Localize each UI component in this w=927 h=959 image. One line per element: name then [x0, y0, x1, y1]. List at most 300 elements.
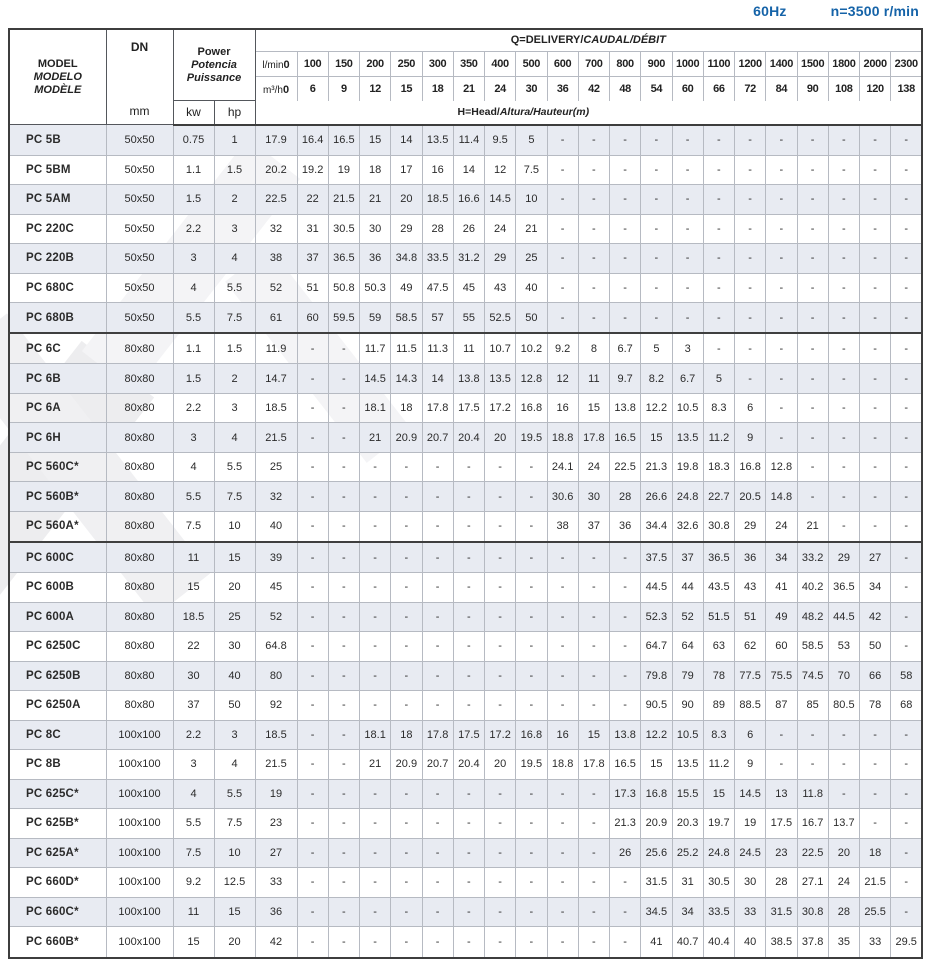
- head-value-cell: 14.5: [735, 779, 766, 809]
- head-value-cell: 14.5: [360, 364, 391, 394]
- head-value-cell: -: [516, 482, 547, 512]
- head-value-cell: 21: [797, 511, 828, 542]
- head-value-cell: 21: [360, 185, 391, 215]
- head-value-cell: 5: [516, 125, 547, 156]
- head-value-cell: -: [797, 393, 828, 423]
- head-value-cell: -: [391, 897, 422, 927]
- table-body: [9, 125, 922, 958]
- flow-unit-lmin-cell: [255, 51, 297, 76]
- head-value-cell: 13: [766, 779, 797, 809]
- dn-cell: 100x100: [106, 838, 173, 868]
- head-value-cell: -: [516, 542, 547, 573]
- head-value-cell: -: [610, 542, 641, 573]
- head-value-cell: 15: [641, 750, 672, 780]
- head-value-cell: -: [516, 573, 547, 603]
- head-value-cell: 16.8: [735, 452, 766, 482]
- head-value-cell: -: [641, 273, 672, 303]
- column-header-dn: [106, 29, 173, 125]
- table-row: [9, 720, 922, 750]
- head-value-cell: -: [485, 573, 516, 603]
- head-value-cell: -: [547, 125, 578, 156]
- head-value-cell: -: [860, 750, 891, 780]
- head-value-cell: -: [360, 482, 391, 512]
- head-value-cell: -: [453, 511, 484, 542]
- head-value-cell: 14.3: [391, 364, 422, 394]
- head-value-cell: 85: [797, 691, 828, 721]
- head-value-cell: -: [860, 423, 891, 453]
- table-row: [9, 661, 922, 691]
- head-value-cell: -: [485, 868, 516, 898]
- flow-unit-m3h-cell: [255, 76, 297, 101]
- header-specs: [753, 3, 919, 19]
- table-row: [9, 452, 922, 482]
- head-value-cell: -: [485, 779, 516, 809]
- head-value-cell: -: [547, 244, 578, 274]
- head-value-cell: 31.5: [641, 868, 672, 898]
- head-value-cell: 37: [672, 542, 703, 573]
- head-value-cell: 13.5: [672, 423, 703, 453]
- head-value-cell: 38: [547, 511, 578, 542]
- head-value-cell: -: [797, 273, 828, 303]
- model-cell: PC 600C: [9, 542, 106, 573]
- head-value-cell: -: [610, 125, 641, 156]
- head-value-cell: -: [516, 868, 547, 898]
- model-cell: PC 8B: [9, 750, 106, 780]
- head-value-cell: 21: [360, 423, 391, 453]
- head-value-cell: 34.4: [641, 511, 672, 542]
- head-value-cell: -: [422, 868, 453, 898]
- head-value-cell: 18.1: [360, 720, 391, 750]
- head-value-cell: 20: [828, 838, 859, 868]
- head-value-cell: -: [860, 482, 891, 512]
- head-value-cell: -: [360, 661, 391, 691]
- head-value-cell: -: [797, 155, 828, 185]
- head-value-cell: -: [360, 452, 391, 482]
- head-value-cell: -: [485, 632, 516, 662]
- head-value-cell: 10.5: [672, 720, 703, 750]
- head-value-cell: 45: [453, 273, 484, 303]
- head-value-cell: 28: [610, 482, 641, 512]
- head-value-cell: 41: [641, 927, 672, 958]
- hp-cell: 3: [214, 720, 255, 750]
- head-value-cell: -: [360, 602, 391, 632]
- dn-cell: 100x100: [106, 868, 173, 898]
- head-value-cell: -: [860, 393, 891, 423]
- head-value-cell: 35: [828, 927, 859, 958]
- head-value-cell: 29: [391, 214, 422, 244]
- head-value-cell: -: [297, 779, 328, 809]
- dn-cell: 80x80: [106, 452, 173, 482]
- head-value-cell: -: [547, 809, 578, 839]
- head-value-cell: -: [453, 602, 484, 632]
- head-value-cell: 19.5: [516, 750, 547, 780]
- head-value-cell: -: [297, 868, 328, 898]
- head-value-cell: 51: [735, 602, 766, 632]
- dn-cell: 80x80: [106, 661, 173, 691]
- head-value-cell: 11.3: [422, 333, 453, 364]
- head-value-cell: -: [422, 897, 453, 927]
- head-value-cell: 34: [766, 542, 797, 573]
- hp-cell: 30: [214, 632, 255, 662]
- m3h-header-value: 120: [860, 76, 891, 101]
- head-value-cell: -: [610, 661, 641, 691]
- head-value-cell: -: [860, 720, 891, 750]
- head-value-cell: -: [891, 542, 922, 573]
- head-value-cell: -: [578, 125, 609, 156]
- head-value-cell: -: [516, 897, 547, 927]
- m3h-unit: m³/h: [262, 84, 283, 96]
- head-value-cell: -: [297, 838, 328, 868]
- kw-cell: 4: [173, 452, 214, 482]
- head-value-cell: 40.2: [797, 573, 828, 603]
- hp-cell: 7.5: [214, 303, 255, 334]
- kw-cell: 11: [173, 542, 214, 573]
- head-value-cell: -: [860, 511, 891, 542]
- head-value-cell: 39: [255, 542, 297, 573]
- kw-cell: 3: [173, 750, 214, 780]
- head-value-cell: 38.5: [766, 927, 797, 958]
- head-value-cell: 45: [255, 573, 297, 603]
- head-value-cell: 11.5: [391, 333, 422, 364]
- head-value-cell: -: [547, 927, 578, 958]
- head-value-cell: 50.3: [360, 273, 391, 303]
- head-value-cell: 11.4: [453, 125, 484, 156]
- head-value-cell: 27: [255, 838, 297, 868]
- lmin-header-value: 300: [422, 51, 453, 76]
- head-value-cell: -: [578, 155, 609, 185]
- head-value-cell: 18.3: [703, 452, 734, 482]
- head-value-cell: 19.5: [516, 423, 547, 453]
- model-cell: PC 8C: [9, 720, 106, 750]
- head-value-cell: -: [672, 244, 703, 274]
- head-value-cell: -: [422, 511, 453, 542]
- head-value-cell: -: [328, 868, 359, 898]
- head-value-cell: -: [453, 452, 484, 482]
- head-value-cell: -: [672, 303, 703, 334]
- head-value-cell: 16: [547, 393, 578, 423]
- head-value-cell: -: [578, 632, 609, 662]
- head-value-cell: 40: [255, 511, 297, 542]
- head-value-cell: 20.4: [453, 423, 484, 453]
- head-value-cell: -: [578, 838, 609, 868]
- delivery-title: [255, 29, 922, 51]
- head-value-cell: -: [891, 423, 922, 453]
- head-value-cell: -: [797, 482, 828, 512]
- head-value-cell: 40: [516, 273, 547, 303]
- power-header-line: Potencia: [191, 58, 237, 71]
- head-value-cell: 9: [735, 423, 766, 453]
- head-value-cell: 18.1: [360, 393, 391, 423]
- head-value-cell: -: [360, 632, 391, 662]
- kw-cell: 9.2: [173, 868, 214, 898]
- lmin-header-value: 1000: [672, 51, 703, 76]
- model-cell: PC 660C*: [9, 897, 106, 927]
- head-value-cell: 16.8: [516, 720, 547, 750]
- model-cell: PC 680C: [9, 273, 106, 303]
- head-value-cell: 21.3: [641, 452, 672, 482]
- head-value-cell: -: [547, 838, 578, 868]
- dn-cell: 80x80: [106, 482, 173, 512]
- head-value-cell: -: [828, 393, 859, 423]
- head-value-cell: 25.6: [641, 838, 672, 868]
- head-value-cell: 78: [860, 691, 891, 721]
- head-value-cell: 36: [360, 244, 391, 274]
- head-value-cell: -: [578, 602, 609, 632]
- head-value-cell: -: [485, 661, 516, 691]
- model-cell: PC 5AM: [9, 185, 106, 215]
- m3h-header-value: 18: [422, 76, 453, 101]
- head-value-cell: -: [422, 573, 453, 603]
- model-header-line: MODELO: [33, 70, 82, 83]
- head-value-cell: -: [422, 838, 453, 868]
- head-value-cell: 60: [766, 632, 797, 662]
- table-row: [9, 750, 922, 780]
- hp-cell: 1.5: [214, 155, 255, 185]
- head-value-cell: -: [891, 244, 922, 274]
- head-value-cell: 44.5: [641, 573, 672, 603]
- head-value-cell: -: [735, 333, 766, 364]
- dn-cell: 80x80: [106, 511, 173, 542]
- head-value-cell: -: [297, 423, 328, 453]
- head-value-cell: 26.6: [641, 482, 672, 512]
- head-value-cell: 36: [610, 511, 641, 542]
- head-value-cell: 36: [255, 897, 297, 927]
- head-value-cell: -: [735, 244, 766, 274]
- head-value-cell: 49: [766, 602, 797, 632]
- head-value-cell: 66: [860, 661, 891, 691]
- model-cell: PC 6H: [9, 423, 106, 453]
- head-value-cell: -: [891, 303, 922, 334]
- head-value-cell: 16: [547, 720, 578, 750]
- head-value-cell: 18.5: [255, 720, 297, 750]
- head-value-cell: -: [672, 214, 703, 244]
- table-row: [9, 632, 922, 662]
- head-value-cell: -: [610, 927, 641, 958]
- head-value-cell: -: [891, 273, 922, 303]
- head-value-cell: 51.5: [703, 602, 734, 632]
- lmin-header-value: 100: [297, 51, 328, 76]
- head-value-cell: -: [360, 691, 391, 721]
- head-value-cell: -: [578, 303, 609, 334]
- head-value-cell: 21.5: [860, 868, 891, 898]
- head-value-cell: -: [297, 482, 328, 512]
- head-value-cell: 34.8: [391, 244, 422, 274]
- head-value-cell: -: [891, 155, 922, 185]
- kw-cell: 3: [173, 244, 214, 274]
- hp-header: hp: [214, 101, 255, 125]
- head-value-cell: -: [828, 482, 859, 512]
- hp-cell: 10: [214, 511, 255, 542]
- dn-cell: 100x100: [106, 750, 173, 780]
- table-row: [9, 809, 922, 839]
- head-value-cell: -: [328, 750, 359, 780]
- kw-cell: 1.5: [173, 185, 214, 215]
- head-value-cell: 14.5: [485, 185, 516, 215]
- hp-cell: 7.5: [214, 809, 255, 839]
- head-value-cell: 15: [360, 125, 391, 156]
- kw-cell: 3: [173, 423, 214, 453]
- m3h-header-value: 21: [453, 76, 484, 101]
- head-value-cell: -: [578, 185, 609, 215]
- head-value-cell: -: [891, 573, 922, 603]
- head-value-cell: 11.8: [797, 779, 828, 809]
- hp-cell: 20: [214, 927, 255, 958]
- head-value-cell: -: [297, 632, 328, 662]
- model-cell: PC 6250B: [9, 661, 106, 691]
- head-value-cell: 11.2: [703, 750, 734, 780]
- head-value-cell: 19.2: [297, 155, 328, 185]
- dn-cell: 50x50: [106, 155, 173, 185]
- head-value-cell: -: [360, 779, 391, 809]
- head-value-cell: 29: [828, 542, 859, 573]
- head-value-cell: -: [891, 364, 922, 394]
- head-value-cell: -: [297, 511, 328, 542]
- table-row: [9, 155, 922, 185]
- head-value-cell: -: [328, 661, 359, 691]
- dn-cell: 80x80: [106, 423, 173, 453]
- head-value-cell: -: [547, 273, 578, 303]
- dn-unit: mm: [129, 104, 150, 118]
- pump-spec-table-wrap: [8, 28, 923, 959]
- head-value-cell: 47.5: [422, 273, 453, 303]
- head-value-cell: 58: [891, 661, 922, 691]
- head-value-cell: 18.5: [255, 393, 297, 423]
- model-cell: PC 6250A: [9, 691, 106, 721]
- head-value-cell: -: [672, 185, 703, 215]
- head-value-cell: 17.5: [453, 720, 484, 750]
- head-value-cell: -: [422, 602, 453, 632]
- head-value-cell: -: [891, 482, 922, 512]
- head-value-cell: -: [485, 511, 516, 542]
- head-value-cell: 20.5: [735, 482, 766, 512]
- m3h-header-value: 108: [828, 76, 859, 101]
- head-value-cell: 12.8: [516, 364, 547, 394]
- kw-cell: 15: [173, 927, 214, 958]
- head-value-cell: 20.9: [391, 423, 422, 453]
- head-value-cell: 33.2: [797, 542, 828, 573]
- head-value-cell: -: [891, 868, 922, 898]
- m3h-header-value: 48: [610, 76, 641, 101]
- head-value-cell: -: [891, 125, 922, 156]
- dn-cell: 80x80: [106, 542, 173, 573]
- head-value-cell: -: [735, 185, 766, 215]
- dn-cell: 80x80: [106, 573, 173, 603]
- head-value-cell: -: [610, 573, 641, 603]
- head-value-cell: -: [391, 542, 422, 573]
- hp-cell: 15: [214, 542, 255, 573]
- head-value-cell: 75.5: [766, 661, 797, 691]
- head-value-cell: -: [453, 838, 484, 868]
- head-value-cell: 15: [641, 423, 672, 453]
- head-value-cell: 52.5: [485, 303, 516, 334]
- head-value-cell: -: [578, 244, 609, 274]
- head-value-cell: 87: [766, 691, 797, 721]
- head-value-cell: -: [860, 333, 891, 364]
- head-value-cell: -: [328, 542, 359, 573]
- head-value-cell: 21.3: [610, 809, 641, 839]
- head-value-cell: -: [547, 303, 578, 334]
- head-value-cell: -: [578, 868, 609, 898]
- head-value-cell: -: [766, 214, 797, 244]
- head-value-cell: -: [547, 185, 578, 215]
- head-value-cell: 17.5: [453, 393, 484, 423]
- head-value-cell: -: [547, 779, 578, 809]
- head-value-cell: 18.5: [422, 185, 453, 215]
- head-value-cell: -: [703, 125, 734, 156]
- dn-cell: 100x100: [106, 927, 173, 958]
- head-value-cell: -: [297, 393, 328, 423]
- power-header-line: Power: [197, 45, 231, 58]
- model-cell: PC 560B*: [9, 482, 106, 512]
- head-value-cell: -: [703, 244, 734, 274]
- head-value-cell: -: [297, 720, 328, 750]
- head-value-cell: -: [360, 511, 391, 542]
- head-value-cell: 32: [255, 214, 297, 244]
- head-value-cell: 92: [255, 691, 297, 721]
- head-value-cell: -: [610, 868, 641, 898]
- table-row: [9, 542, 922, 573]
- model-cell: PC 660D*: [9, 868, 106, 898]
- head-value-cell: 16.4: [297, 125, 328, 156]
- head-value-cell: 20.7: [422, 423, 453, 453]
- head-value-cell: -: [453, 482, 484, 512]
- head-value-cell: -: [797, 720, 828, 750]
- head-value-cell: 24.8: [703, 838, 734, 868]
- head-value-cell: -: [328, 393, 359, 423]
- head-value-cell: 42: [860, 602, 891, 632]
- kw-cell: 0.75: [173, 125, 214, 156]
- head-value-cell: 24: [485, 214, 516, 244]
- head-value-cell: 60: [297, 303, 328, 334]
- head-value-cell: 31: [297, 214, 328, 244]
- head-value-cell: 31: [672, 868, 703, 898]
- head-value-cell: -: [453, 573, 484, 603]
- head-value-cell: 16.5: [328, 125, 359, 156]
- head-value-cell: -: [828, 423, 859, 453]
- kw-cell: 1.1: [173, 155, 214, 185]
- head-value-cell: -: [391, 511, 422, 542]
- head-value-cell: -: [610, 155, 641, 185]
- head-value-cell: -: [891, 809, 922, 839]
- head-value-cell: 50: [860, 632, 891, 662]
- head-value-cell: -: [547, 868, 578, 898]
- m3h-header-value: 66: [703, 76, 734, 101]
- head-value-cell: -: [828, 720, 859, 750]
- head-value-cell: -: [453, 868, 484, 898]
- head-value-cell: -: [297, 927, 328, 958]
- head-value-cell: -: [766, 125, 797, 156]
- head-value-cell: 40.4: [703, 927, 734, 958]
- head-value-cell: -: [860, 273, 891, 303]
- head-value-cell: 80.5: [828, 691, 859, 721]
- head-value-cell: -: [766, 273, 797, 303]
- head-value-cell: -: [766, 364, 797, 394]
- table-row: [9, 393, 922, 423]
- kw-cell: 1.5: [173, 364, 214, 394]
- model-cell: PC 680B: [9, 303, 106, 334]
- head-value-cell: -: [828, 333, 859, 364]
- head-value-cell: 18.8: [547, 423, 578, 453]
- table-row: [9, 423, 922, 453]
- head-value-cell: -: [328, 838, 359, 868]
- head-value-cell: -: [766, 393, 797, 423]
- head-value-cell: -: [891, 452, 922, 482]
- head-value-cell: 28: [422, 214, 453, 244]
- head-value-cell: 12.8: [766, 452, 797, 482]
- lmin-header-value: 700: [578, 51, 609, 76]
- head-value-cell: 6.7: [610, 333, 641, 364]
- head-value-cell: 22.5: [797, 838, 828, 868]
